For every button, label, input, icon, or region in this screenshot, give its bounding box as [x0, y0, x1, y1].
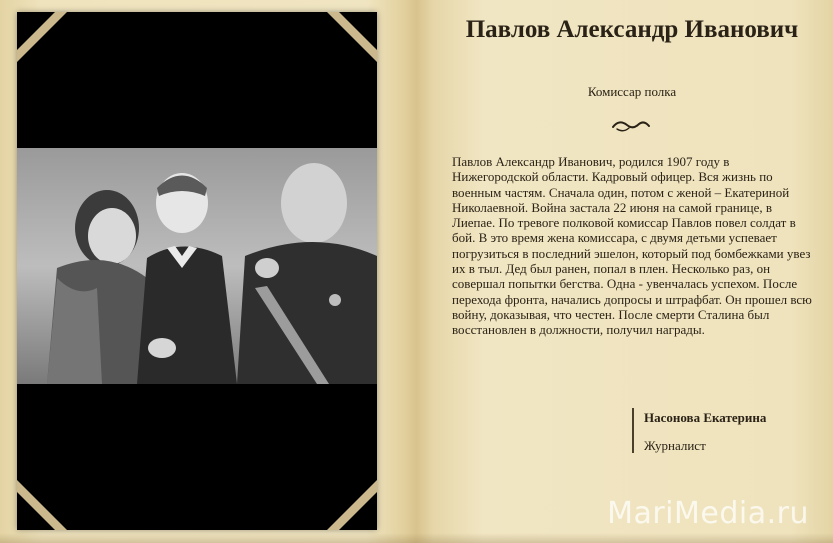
article-title: Павлов Александр Иванович: [465, 16, 799, 43]
article-body: Павлов Александр Иванович, родился 1907 году в Нижегородской области. Кадровый офицер. Вся жизнь по военным частям. Сначала один, потом с женой – Екатериной Николаевной. Война застала 22 июня на самой границе, в Лиепае. По тревоге полковой комиссар Павлов повел солдат в бой. В это время жена комиссара, с двумя детьми успевает погрузиться в последний эшелон, который под бомбежками увез их в тыл. Дед был ранен, попал в плен. Несколько раз, он совершал попытки бегства. Одна - увенчалась успехом. После перехода фронта, начались допросы и штрафбат. Он прошел всю войну, доказывая, что честен. После смерти Сталина был восстановлен в должности, получил награды.: [452, 154, 812, 338]
photo-frame: [17, 12, 377, 530]
photo-corner-bottom-right-icon: [325, 478, 377, 530]
site-watermark: MariMedia.ru: [607, 496, 809, 531]
article-subtitle: Комиссар полка: [587, 84, 677, 99]
author-block: [632, 408, 824, 453]
photo-corner-bottom-left-icon: [17, 478, 69, 530]
photo-corner-top-right-icon: [325, 12, 377, 64]
author-name[interactable]: Насонова Екатерина: [644, 410, 767, 425]
page-edge: [0, 533, 833, 543]
author-role: Журналист: [644, 438, 706, 453]
family-photo[interactable]: [17, 148, 377, 384]
photo-corner-top-left-icon: [17, 12, 69, 64]
family-photo-illustration: [17, 148, 377, 384]
flourish-ornament-icon: [611, 118, 651, 134]
